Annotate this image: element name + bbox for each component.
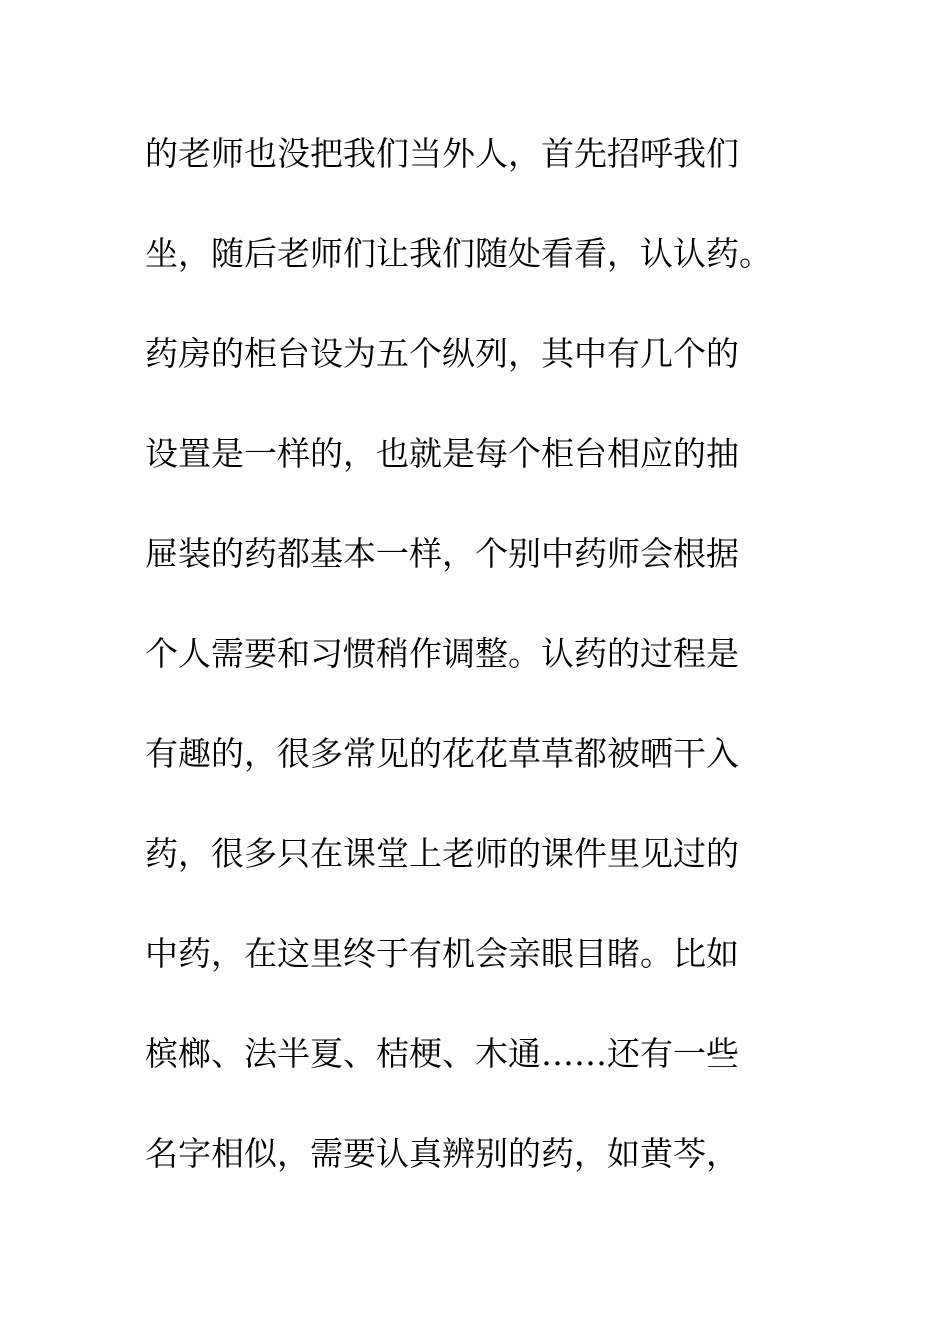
text-line: 槟榔、法半夏、桔梗、木通……还有一些: [145, 1034, 739, 1073]
text-line: 个人需要和习惯稍作调整。认药的过程是: [145, 634, 739, 673]
text-line: 名字相似，需要认真辨别的药，如黄芩，: [145, 1134, 739, 1173]
text-line: 药，很多只在课堂上老师的课件里见过的: [145, 834, 739, 873]
text-line: 设置是一样的，也就是每个柜台相应的抽: [145, 434, 739, 473]
text-line: 的老师也没把我们当外人，首先招呼我们: [145, 134, 739, 173]
body-text: [145, 122, 825, 1222]
text-line: 坐，随后老师们让我们随处看看，认认药。: [145, 234, 772, 273]
text-line: 药房的柜台设为五个纵列，其中有几个的: [145, 334, 739, 373]
text-line: 中药，在这里终于有机会亲眼目睹。比如: [145, 934, 739, 973]
text-line: 有趣的，很多常见的花花草草都被晒干入: [145, 734, 739, 773]
text-line: 屉装的药都基本一样，个别中药师会根据: [145, 534, 739, 573]
